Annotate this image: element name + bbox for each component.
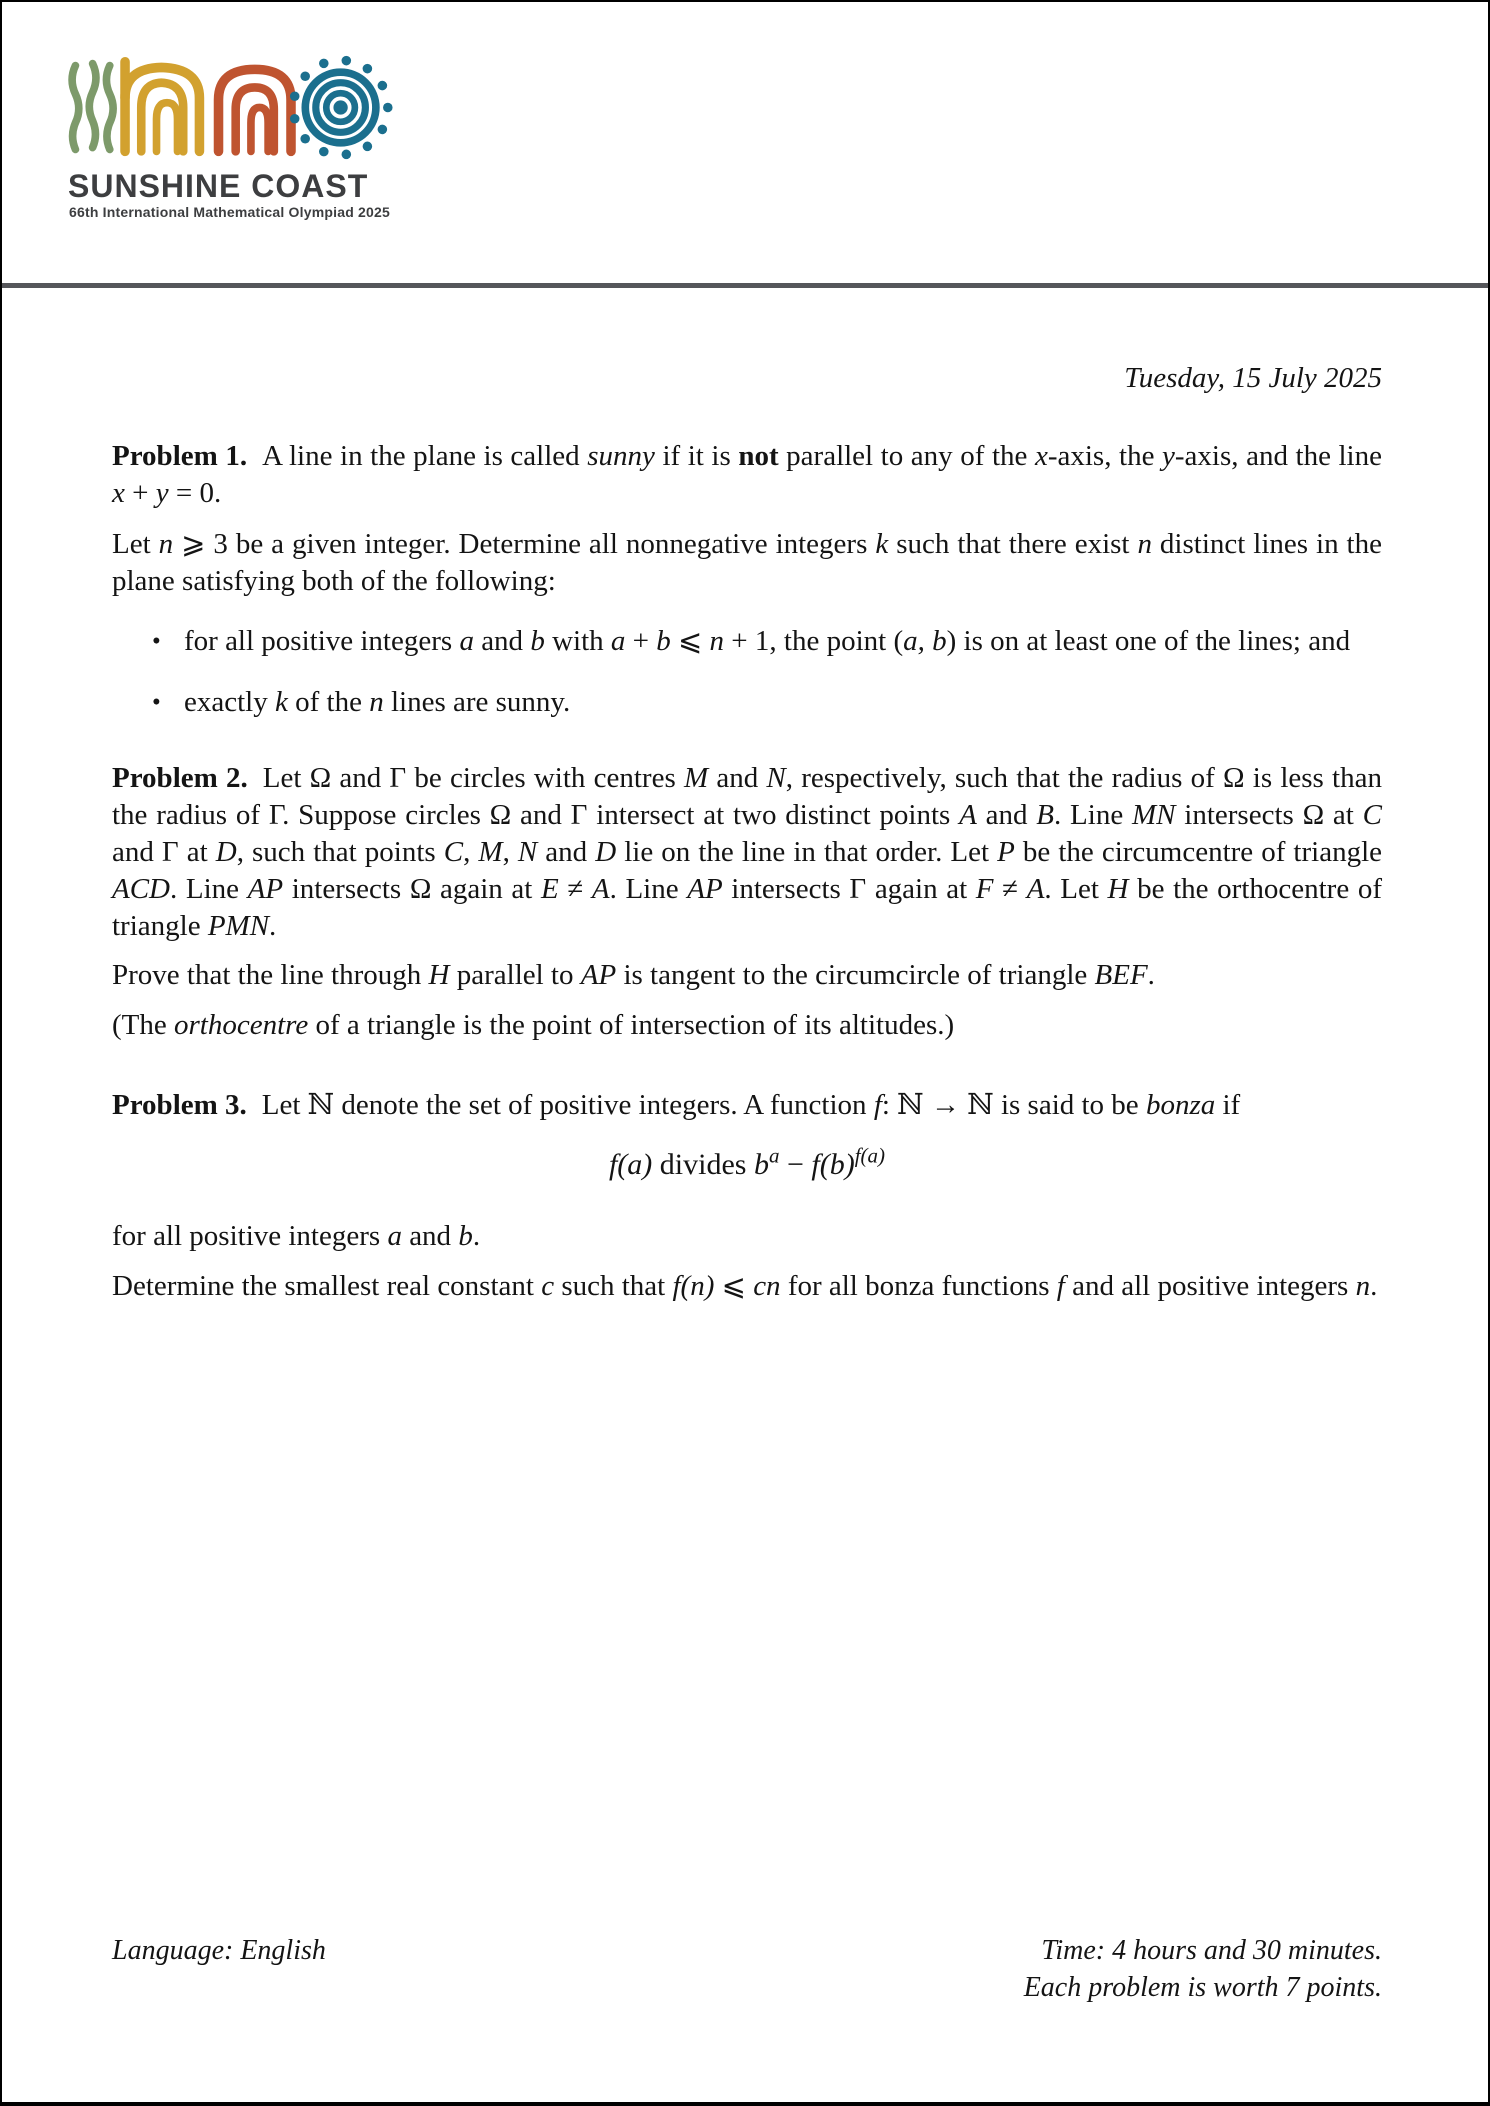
time-limit: Time: 4 hours and 30 minutes. <box>1041 1935 1382 1966</box>
problem-1-conditions <box>112 623 1382 721</box>
problem-3-goal: Determine the smallest real constant c such that f(n) ⩽ cn for all bonza functions f and all positive integers n. <box>112 1270 1378 1302</box>
points-info: Each problem is worth 7 points. <box>1023 1972 1382 2003</box>
problem-2-goal: Prove that the line through H parallel to AP is tangent to the circumcircle of triangle BEF. <box>112 959 1155 991</box>
gold-arch-icon <box>125 62 199 152</box>
waves-icon <box>72 64 113 150</box>
brand-title: SUNSHINE COAST <box>68 168 369 204</box>
exam-date: Tuesday, 15 July 2025 <box>1124 362 1382 394</box>
problem-sheet <box>112 350 1382 1305</box>
problem-2-statement: Problem 2. Let Ω and Γ be circles with centres M and N, respectively, such that the radius of Ω is less than the radius of Γ. Suppose circles Ω and Γ intersect at two distinct points A and B. Line MN intersects Ω at C and Γ at D, such that points C, M, N and D lie on the line in that order. Let P be the circumcentre of triangle ACD. Line AP intersects Ω again at E ≠ A. Line AP intersects Γ again at F ≠ A. Let H be the orthocentre of triangle PMN. <box>112 762 1383 942</box>
footer <box>112 1932 1382 2006</box>
language-label: Language: English <box>112 1935 326 1966</box>
imo-2025-logo <box>64 54 394 161</box>
problem-1-setup: Let n ⩾ 3 be a given integer. Determine all nonnegative integers k such that there exist n distinct lines in the plane satisfying both of the following: <box>112 528 1382 597</box>
problem-1-statement: Problem 1. A line in the plane is called sunny if it is not parallel to any of the x-axis, the y-axis, and the line x + y = 0. <box>112 440 1382 509</box>
problem-3-statement: Problem 3. Let ℕ denote the set of positive integers. A function f: ℕ → ℕ is said to be bonza if <box>112 1089 1241 1121</box>
list-item <box>112 623 1382 660</box>
header-divider <box>2 283 1488 288</box>
condition-text: exactly k of the n lines are sunny. <box>184 686 571 718</box>
condition-text: for all positive integers a and b with a + b ⩽ n + 1, the point (a, b) is on at least one of the lines; and <box>184 625 1351 657</box>
problem-3-equation: f(a) divides $b^a - f(b)^{f(a)}$ <box>608 1143 886 1181</box>
bullet-icon: • <box>152 628 161 655</box>
brand-tagline: 66th International Mathematical Olympiad 2025 <box>69 204 390 220</box>
sun-icon <box>290 56 393 159</box>
list-item <box>112 684 1382 721</box>
time-info <box>1024 1932 1382 2006</box>
problem-3-quantifier: for all positive integers a and b. <box>112 1220 481 1252</box>
problem-2-note: (The orthocentre of a triangle is the point of intersection of its altitudes.) <box>112 1009 955 1041</box>
red-arch-icon <box>219 69 291 151</box>
bullet-icon: • <box>152 689 161 716</box>
